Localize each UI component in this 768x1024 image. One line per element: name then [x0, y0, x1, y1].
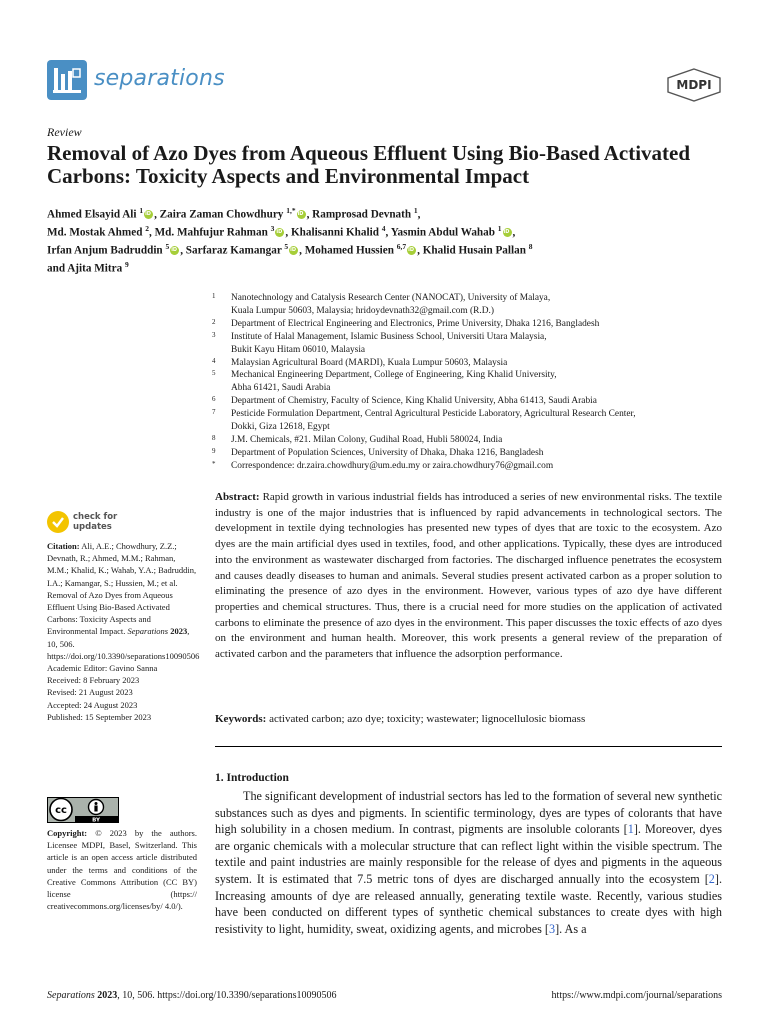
copyright-text: © 2023 by the authors. Licensee MDPI, Basel, Switzerland. This article is an open access article distributed under the terms and conditions of the Creative Commons Attribution (CC BY) license (https:// creativecommons.org/licenses/by/ 4.0/).	[47, 828, 197, 912]
intro-paragraph: The significant development of industrial sectors has led to the formation of several new synthetic substances such as dyes and pigments. In scientific terminology, dyes are types of colorants that have high solubility in a chosen medium. In contrast, pigments are insoluble colorants [1]. Moreover, dyes are organic chemicals with a molecular structure that can reflect light within the visible spectrum. The textile and paint industries are mainly responsible for the release of dyes and pigments in the aqueous system. It is estimated that 7.5 metric tons of dyes are discharged annually into the ecosystem [2]. Increasing amounts of dye are released annually, generating textile waste. Recently, various studies have been conducted on different types of synthetic chemical substances to create dyes with high resistivity to light, humidity, sweat, oxidizing agents, and microbes [3]. As a	[215, 789, 722, 936]
citation-block	[47, 540, 200, 662]
keywords	[215, 712, 722, 727]
affiliation-number: 7	[212, 408, 216, 417]
orcid-icon[interactable]	[170, 246, 179, 255]
affiliation-line: Kuala Lumpur 50603, Malaysia; hridoydevnath32@gmail.com (R.D.)	[231, 305, 495, 316]
article-title: Removal of Azo Dyes from Aqueous Effluent Using Bio-Based Activated Carbons: Toxicity Aspects and Environmental Impact	[47, 141, 691, 188]
date-published: Published: 15 September 2023	[47, 711, 152, 722]
check-updates-line1: check for	[73, 512, 118, 522]
affiliation-number: 6	[212, 395, 216, 404]
author-affiliation-marker: 5	[284, 242, 289, 252]
mdpi-logo	[666, 68, 722, 102]
citation-link[interactable]: 3	[548, 921, 556, 936]
affiliation-number: 5	[212, 369, 216, 378]
footer-year: 2023	[97, 990, 118, 1001]
author-affiliation-marker: 4	[381, 224, 386, 234]
affiliation-line: Department of Electrical Engineering and Electronics, Prime University, Dhaka 1216, Bangladesh	[231, 318, 600, 329]
citation-journal: Separations	[127, 626, 169, 637]
citation-year: 2023	[170, 626, 188, 637]
affiliation-number: 8	[212, 433, 216, 442]
orcid-icon[interactable]	[144, 210, 153, 219]
affiliation-line: Dokki, Giza 12618, Egypt	[231, 422, 330, 433]
affiliation-item	[212, 460, 727, 473]
abstract-text: Rapid growth in various industrial fields has introduced a series of new environmental risks. The textile industry is one of the major industries that is influenced by rapid advancements in technological sectors. The development in textile dying technologies has presented new types of dyes that are toxic to the ecosystem. Azo dyes are the main artificial dyes used in textiles, food, and other applications. Typically, these dyes are introduced into the environment as wastewater discharged from factories. The discharged influence penetrates the ecosystem and causes deadly diseases to human and animals. Several studies present activated carbon as a proper solution to eliminating the presence of azo dyes in the environment. However, various types of azo dye have different properties and chemical structures. Thus, there is a crucial need for more studies on the application of activated carbons to eliminate the presence of azo dyes in the environment. This paper discusses the toxic effects of azo dyes on the environment and human health. Moreover, this work presents a general review of the preparation of activated carbon and the parameters that influence the adsorption performance.	[215, 491, 722, 661]
author-name: Ahmed Elsayid Ali	[47, 208, 140, 221]
affiliation-item	[212, 434, 727, 447]
affiliation-line: Department of Population Sciences, University of Dhaka, Dhaka 1216, Bangladesh	[231, 447, 544, 458]
author-name: Khalid Husain Pallan	[422, 244, 529, 257]
author-name: Khalisanni Khalid	[290, 226, 382, 239]
author-name: Mohamed Hussien	[304, 244, 397, 257]
author-name: Zaira Zaman Chowdhury	[159, 208, 287, 221]
svg-text:MDPI: MDPI	[676, 78, 712, 92]
affiliation-item	[212, 447, 727, 460]
author-name: Yasmin Abdul Wahab	[390, 226, 498, 239]
citation-link[interactable]: 1	[627, 822, 634, 837]
affiliation-item	[212, 369, 727, 395]
footer-doi[interactable]: , 10, 506. https://doi.org/10.3390/separations10090506	[117, 990, 337, 1001]
affiliation-line: J.M. Chemicals, #21. Milan Colony, Gudihal Road, Hubli 580024, India	[231, 434, 503, 445]
check-icon	[47, 511, 69, 533]
copyright-notice	[47, 827, 197, 912]
author-name: Ramprosad Devnath	[312, 208, 414, 221]
footer-citation	[47, 990, 337, 1001]
citation-rest[interactable]: , 10, 506. https://doi.org/10.3390/separations10090506	[47, 626, 200, 661]
date-accepted: Accepted: 24 August 2023	[47, 699, 138, 710]
journal-name: separations	[94, 66, 225, 91]
author-affiliation-marker: 5	[165, 242, 170, 252]
affiliation-line: Nanotechnology and Catalysis Research Center (NANOCAT), University of Malaya,	[231, 293, 551, 303]
orcid-icon[interactable]	[275, 228, 284, 237]
article-info-sidebar	[47, 540, 200, 723]
affiliation-number: 9	[212, 446, 216, 455]
date-revised: Revised: 21 August 2023	[47, 687, 133, 698]
affiliation-line: Correspondence: dr.zaira.chowdhury@um.edu.my or zaira.chowdhury76@gmail.com	[231, 460, 554, 471]
author-name: Md. Mahfujur Rahman	[154, 226, 271, 239]
footer-journal: Separations	[47, 990, 95, 1001]
journal-logo-icon	[47, 60, 87, 100]
author-affiliation-marker: 1	[413, 206, 418, 215]
author-affiliation-marker: 1,*	[286, 206, 296, 215]
affiliation-item	[212, 292, 727, 318]
cc-by-license-badge[interactable]	[47, 797, 119, 823]
affiliation-item	[212, 318, 727, 331]
svg-text:cc: cc	[55, 805, 67, 816]
citation-label: Citation:	[47, 541, 80, 551]
affiliation-item	[212, 395, 727, 408]
author-affiliation-marker: 8	[528, 242, 533, 252]
svg-text:BY: BY	[92, 817, 100, 823]
orcid-icon[interactable]	[297, 210, 306, 219]
keywords-text: activated carbon; azo dye; toxicity; wastewater; lignocellulosic biomass	[266, 713, 586, 725]
orcid-icon[interactable]	[289, 246, 298, 255]
copyright-label: Copyright:	[47, 828, 88, 838]
author-line: Ahmed Elsayid Ali $^1$iD , Zaira Zaman Chowdhury $^{1,*}$iD , Ramprosad Devnath $^1$,	[47, 204, 737, 222]
footer-journal-url[interactable]: https://www.mdpi.com/journal/separations	[551, 990, 722, 1001]
affiliation-line: Mechanical Engineering Department, College of Engineering, King Khalid University,	[231, 370, 557, 381]
orcid-icon[interactable]	[503, 228, 512, 237]
affiliation-line: Department of Chemistry, Faculty of Science, King Khalid University, Abha 61413, Saudi Arabia	[231, 396, 597, 407]
introduction-body	[215, 788, 722, 937]
affiliation-number: 1	[212, 292, 216, 300]
author-name: and Ajita Mitra	[47, 262, 125, 275]
affiliation-line: Malaysian Agricultural Board (MARDI), Kuala Lumpur 50603, Malaysia	[231, 357, 508, 368]
check-updates-line2: updates	[73, 522, 112, 532]
affiliation-number: 2	[212, 317, 216, 326]
author-line: Md. Mostak Ahmed $^2$, Md. Mahfujur Rahman $^3$iD , Khalisanni Khalid $^4$, Yasmin Abdul Wahab $^1$iD ,	[47, 222, 737, 240]
keywords-label: Keywords:	[215, 713, 267, 725]
section-heading: 1. Introduction	[215, 772, 289, 784]
abstract	[215, 490, 722, 663]
affiliation-line: Pesticide Formulation Department, Central Agricultural Pesticide Laboratory, Agricultural Research Center,	[231, 409, 636, 420]
author-line	[47, 258, 737, 276]
author-affiliation-marker: 3	[270, 224, 275, 234]
affiliation-item	[212, 408, 727, 434]
citation-text: Ali, A.E.; Chowdhury, Z.Z.; Devnath, R.; Ahmed, M.M.; Rahman, M.M.; Khalid, K.; Wahab, Y.A.; Badruddin, I.A.; Kamangar, S.; Hussien, M.; et al. Removal of Azo Dyes from Aqueous Effluent Using Bio-Based Activated Carbons: Toxicity Aspects and Environmental Impact.	[47, 541, 197, 637]
article-type: Review	[47, 125, 82, 139]
author-affiliation-marker: 2	[145, 224, 149, 234]
affiliation-number: 3	[212, 330, 216, 339]
affiliations-list	[212, 292, 727, 473]
affiliation-item	[212, 331, 727, 357]
author-name: Sarfaraz Kamangar	[185, 244, 285, 257]
check-for-updates-button[interactable]	[47, 510, 127, 538]
author-line: Irfan Anjum Badruddin $^5$iD , Sarfaraz Kamangar $^5$iD , Mohamed Hussien $^{6,7}$iD , Khalid Husain Pallan $^8$	[47, 240, 737, 258]
citation-link[interactable]: 2	[708, 871, 715, 886]
orcid-icon[interactable]	[407, 246, 416, 255]
author-name: Irfan Anjum Badruddin	[47, 244, 166, 257]
abstract-label: Abstract:	[215, 491, 260, 503]
affiliation-line: Bukit Kayu Hitam 06010, Malaysia	[231, 344, 366, 355]
affiliation-number: 4	[212, 356, 216, 365]
section-divider	[215, 746, 722, 747]
author-list	[47, 204, 737, 276]
author-affiliation-marker: 9	[125, 260, 129, 270]
academic-editor: Academic Editor: Gavino Sanna	[47, 663, 158, 674]
author-affiliation-marker: 1	[497, 224, 502, 234]
author-affiliation-marker: 6,7	[396, 242, 407, 252]
author-name: Md. Mostak Ahmed	[47, 226, 146, 239]
author-affiliation-marker: 1	[139, 206, 144, 215]
date-received: Received: 8 February 2023	[47, 675, 140, 686]
affiliation-line: Abha 61421, Saudi Arabia	[231, 383, 331, 394]
affiliation-line: Institute of Halal Management, Islamic Business School, Universiti Utara Malaysia,	[231, 331, 547, 342]
affiliation-item	[212, 357, 727, 370]
affiliation-number: *	[212, 459, 216, 468]
